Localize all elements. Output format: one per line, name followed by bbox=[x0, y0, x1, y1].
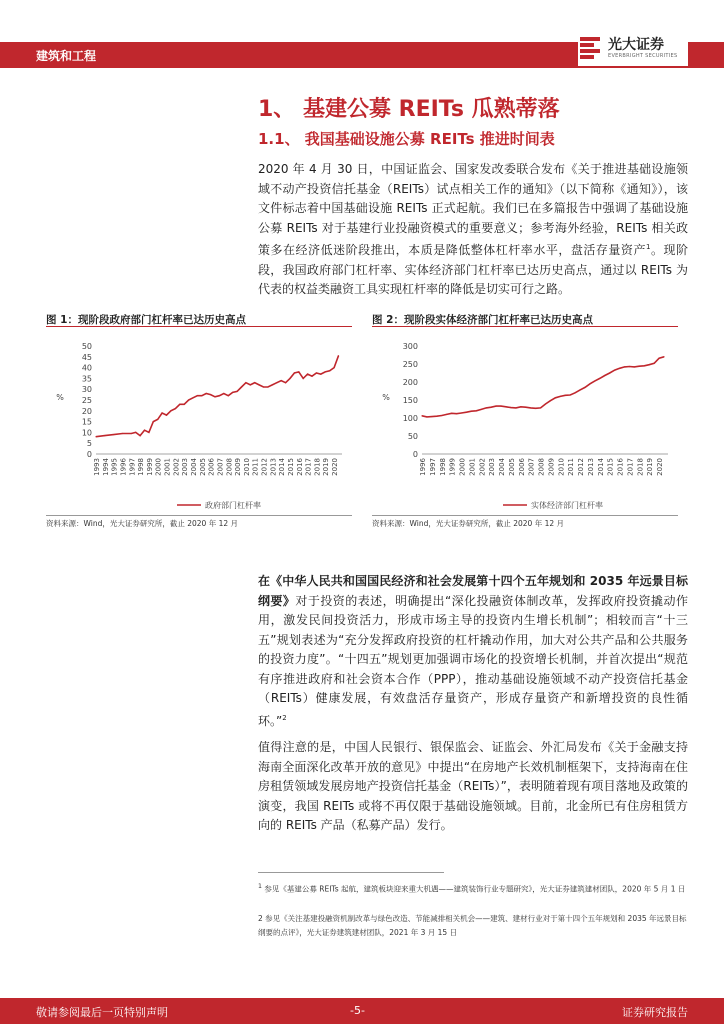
data-point bbox=[550, 400, 551, 401]
x-tick-label: 2001 bbox=[468, 458, 477, 476]
data-point bbox=[148, 432, 149, 433]
data-point bbox=[316, 372, 317, 373]
y-tick-label: 15 bbox=[81, 417, 92, 427]
x-tick-label: 2006 bbox=[207, 458, 216, 476]
x-tick-label: 2012 bbox=[260, 458, 269, 476]
section-heading: 1、 基建公募 REITs 瓜熟蒂落 bbox=[258, 97, 560, 122]
figure-1-rule bbox=[46, 326, 352, 327]
x-tick-label: 1996 bbox=[419, 458, 427, 476]
data-point bbox=[113, 434, 114, 435]
x-tick-label: 2013 bbox=[269, 458, 278, 476]
data-point bbox=[197, 395, 198, 396]
x-tick-label: 2020 bbox=[656, 458, 665, 476]
data-point bbox=[184, 404, 185, 405]
x-tick-label: 2015 bbox=[606, 458, 615, 476]
x-tick-label: 2000 bbox=[458, 458, 467, 476]
paragraph-2 bbox=[258, 572, 688, 731]
data-point bbox=[219, 395, 220, 396]
data-point bbox=[456, 413, 457, 414]
data-point bbox=[624, 366, 625, 367]
figure-2-source: 资料来源：Wind，光大证券研究所，截止 2020 年 12 月 bbox=[372, 519, 565, 528]
data-point bbox=[139, 435, 140, 436]
x-tick-label: 2012 bbox=[577, 458, 586, 476]
x-tick-label: 2020 bbox=[331, 458, 340, 476]
x-tick-label: 2005 bbox=[507, 458, 516, 476]
data-point bbox=[311, 376, 312, 377]
paragraph-1-body: 2020 年 4 月 30 日，中国证监会、国家发改委联合发布《关于推进基础设施领域不动产投资信托基金（REITs）试点相关工作的通知》（以下简称《通知》），该文件标志着中国基础设施 REITs 正式起航。我们已在多篇报告中强调了基础设施公募 REITs 对于基建行业投融资模式的重要意义；参考海外经验，REITs 相关政策多在经济低迷阶段推出，本质是降低整体杠杆率水平，盘活存量资产 bbox=[258, 162, 688, 257]
data-point bbox=[476, 410, 477, 411]
data-point bbox=[320, 373, 321, 374]
data-point bbox=[570, 394, 571, 395]
footnote-ref-2[interactable]: 2 bbox=[282, 713, 287, 722]
paragraph-3: 值得注意的是，中国人民银行、银保监会、证监会、外汇局发布《关于金融支持海南全面深化改革开放的意见》中提出“在房地产长效机制框架下，支持海南在住房租赁领域发展房地产投资信托基金（REITs）”，表明随着现有项目落地及政策的演变，我国 REITs 或将不再仅限于基础设施领域。目前，北金所已有住房租赁方向的 REITs 产品（私募产品）发行。 bbox=[258, 740, 688, 832]
data-point bbox=[267, 386, 268, 387]
x-tick-label: 1997 bbox=[128, 458, 137, 476]
x-tick-label: 2011 bbox=[567, 458, 576, 476]
footnote-2-text: 参见《关注基建投融资机制改革与绿色改造、节能减排相关机会——建筑、建材行业对于第十四个五年规划和 2035 年远景目标纲要的点评》，光大证券建筑建材团队，2021 年 3 月 15 日 bbox=[258, 914, 687, 937]
x-tick-label: 1993 bbox=[93, 458, 101, 476]
x-tick-label: 2010 bbox=[557, 458, 566, 476]
x-tick-label: 2010 bbox=[242, 458, 251, 476]
y-tick-label: 50 bbox=[407, 432, 418, 441]
data-point bbox=[95, 436, 96, 437]
figure-1-source: 资料来源：Wind，光大证券研究所，截止 2020 年 12 月 bbox=[46, 519, 239, 528]
footnote-1-text: 参见《基建公募 REITs 起航，建筑板块迎来重大机遇——建筑装饰行业专题研究》，光大证券建筑建材团队，2020 年 5 月 1 日 bbox=[264, 884, 686, 894]
data-point bbox=[540, 407, 541, 408]
data-point bbox=[451, 413, 452, 414]
data-point bbox=[491, 407, 492, 408]
y-tick-label: 35 bbox=[81, 374, 92, 384]
paragraph-2-bold: 在《中华人民共和国国民经济和社会发展第十四个五年规划和 2035 年远景目标纲要》 bbox=[258, 574, 688, 608]
data-point bbox=[545, 403, 546, 404]
data-point bbox=[629, 366, 630, 367]
data-point bbox=[162, 412, 163, 413]
footnote-rule bbox=[258, 872, 444, 873]
y-tick-label: 150 bbox=[402, 396, 418, 405]
x-tick-label: 2003 bbox=[181, 458, 190, 476]
footnote-ref-1[interactable]: 1 bbox=[645, 243, 651, 251]
data-point bbox=[276, 382, 277, 383]
data-point bbox=[281, 380, 282, 381]
data-point bbox=[535, 408, 536, 409]
data-point bbox=[604, 375, 605, 376]
figure-1-title: 图 1：现阶段政府部门杠杆率已达历史高点 bbox=[46, 314, 246, 326]
data-point bbox=[259, 384, 260, 385]
y-tick-label: 45 bbox=[81, 352, 92, 362]
footer-bar bbox=[0, 998, 724, 1024]
y-axis-label: % bbox=[382, 393, 390, 402]
data-point bbox=[481, 409, 482, 410]
logo-en-text: EVERBRIGHT SECURITIES bbox=[608, 53, 678, 59]
x-tick-label: 2019 bbox=[646, 458, 655, 476]
data-point bbox=[649, 364, 650, 365]
data-point bbox=[663, 356, 664, 357]
figure-1-chart bbox=[46, 332, 352, 514]
data-point bbox=[431, 416, 432, 417]
data-point bbox=[659, 358, 660, 359]
data-point bbox=[338, 355, 339, 356]
data-point bbox=[639, 366, 640, 367]
logo-cn-text: 光大证券 bbox=[608, 37, 664, 53]
footnote-2-number: 2 bbox=[258, 914, 263, 923]
data-point bbox=[206, 393, 207, 394]
x-tick-label: 2019 bbox=[322, 458, 331, 476]
data-point bbox=[236, 391, 237, 392]
data-point bbox=[515, 407, 516, 408]
legend-label: 实体经济部门杠杆率 bbox=[531, 501, 603, 510]
data-point bbox=[285, 382, 286, 383]
x-tick-label: 2001 bbox=[163, 458, 172, 476]
x-tick-label: 2006 bbox=[517, 458, 526, 476]
x-tick-label: 2007 bbox=[216, 458, 225, 476]
data-point bbox=[254, 382, 255, 383]
data-point bbox=[565, 395, 566, 396]
x-tick-label: 2002 bbox=[172, 458, 181, 476]
footer-report-type: 证券研究报告 bbox=[622, 1006, 688, 1019]
data-point bbox=[214, 396, 215, 397]
data-point bbox=[579, 389, 580, 390]
data-point bbox=[510, 407, 511, 408]
data-point bbox=[179, 404, 180, 405]
data-point bbox=[461, 412, 462, 413]
x-tick-label: 1994 bbox=[101, 458, 110, 476]
y-tick-label: 20 bbox=[81, 406, 92, 416]
logo-mark-icon bbox=[578, 35, 602, 61]
x-tick-label: 2005 bbox=[198, 458, 207, 476]
paragraph-1-tail: 。现阶段，我国政府部门杠杆率、实体经济部门杠杆率已达历史高点，通过以 REITs 为代表的权益类融资工具实现杠杆率的降低是切实可行之路。 bbox=[258, 243, 688, 296]
x-tick-label: 2009 bbox=[234, 458, 243, 476]
data-point bbox=[594, 380, 595, 381]
data-point bbox=[307, 373, 308, 374]
legend-label: 政府部门杠杆率 bbox=[205, 501, 261, 510]
x-tick-label: 2000 bbox=[154, 458, 163, 476]
x-tick-label: 2008 bbox=[537, 458, 546, 476]
series-line bbox=[96, 356, 339, 437]
x-tick-label: 2017 bbox=[304, 458, 313, 476]
data-point bbox=[131, 433, 132, 434]
data-point bbox=[192, 397, 193, 398]
data-point bbox=[555, 397, 556, 398]
y-tick-label: 50 bbox=[81, 342, 92, 351]
data-point bbox=[634, 366, 635, 367]
y-tick-label: 300 bbox=[402, 342, 418, 351]
figure-2-rule bbox=[372, 326, 678, 327]
figure-1-bottom-rule bbox=[46, 515, 352, 516]
x-tick-label: 2011 bbox=[251, 458, 260, 476]
y-tick-label: 10 bbox=[81, 428, 92, 438]
data-point bbox=[436, 416, 437, 417]
data-point bbox=[471, 411, 472, 412]
section-label: 建筑和工程 bbox=[36, 49, 97, 63]
x-tick-label: 2009 bbox=[547, 458, 556, 476]
data-point bbox=[272, 384, 273, 385]
data-point bbox=[329, 370, 330, 371]
data-point bbox=[589, 383, 590, 384]
x-tick-label: 2014 bbox=[596, 458, 605, 476]
x-tick-label: 1999 bbox=[145, 458, 154, 476]
data-point bbox=[232, 392, 233, 393]
data-point bbox=[441, 415, 442, 416]
data-point bbox=[560, 396, 561, 397]
x-tick-label: 2004 bbox=[498, 458, 507, 476]
data-point bbox=[495, 406, 496, 407]
subsection-heading: 1.1、 我国基础设施公募 REITs 推进时间表 bbox=[258, 130, 555, 148]
data-point bbox=[153, 421, 154, 422]
x-tick-label: 2007 bbox=[527, 458, 536, 476]
data-point bbox=[263, 386, 264, 387]
data-point bbox=[210, 394, 211, 395]
page-number: -5- bbox=[350, 1004, 365, 1017]
y-tick-label: 30 bbox=[81, 385, 92, 395]
footer-disclaimer[interactable]: 敬请参阅最后一页特别声明 bbox=[36, 1006, 168, 1019]
data-point bbox=[525, 407, 526, 408]
data-point bbox=[135, 432, 136, 433]
data-point bbox=[144, 430, 145, 431]
data-point bbox=[298, 371, 299, 372]
x-tick-label: 2003 bbox=[488, 458, 497, 476]
data-point bbox=[175, 408, 176, 409]
x-tick-label: 2017 bbox=[626, 458, 635, 476]
data-point bbox=[104, 435, 105, 436]
y-tick-label: 0 bbox=[412, 450, 418, 459]
data-point bbox=[421, 415, 422, 416]
y-tick-label: 25 bbox=[81, 396, 92, 405]
x-tick-label: 1997 bbox=[428, 458, 437, 476]
x-tick-label: 2013 bbox=[586, 458, 595, 476]
x-tick-label: 2016 bbox=[616, 458, 625, 476]
x-tick-label: 2018 bbox=[313, 458, 322, 476]
footnote-1 bbox=[258, 880, 688, 897]
x-tick-label: 1996 bbox=[119, 458, 128, 476]
data-point bbox=[520, 406, 521, 407]
data-point bbox=[325, 371, 326, 372]
data-point bbox=[228, 395, 229, 396]
data-point bbox=[294, 372, 295, 373]
x-tick-label: 2018 bbox=[636, 458, 645, 476]
data-point bbox=[426, 416, 427, 417]
data-point bbox=[654, 363, 655, 364]
data-point bbox=[446, 414, 447, 415]
figure-2-chart bbox=[372, 332, 678, 514]
company-logo bbox=[578, 30, 688, 66]
x-tick-label: 2008 bbox=[225, 458, 234, 476]
data-point bbox=[201, 395, 202, 396]
data-point bbox=[619, 368, 620, 369]
data-point bbox=[575, 392, 576, 393]
paragraph-2-body: 对于投资的表述，明确提出“深化投融资体制改革，发挥政府投资撬动作用，激发民间投资活力，形成市场主导的投资内生增长机制”；相较而言“十三五”规划表述为“充分发挥政府投资的杠杆撬动作用，加大对公共产品和公共服务的投资力度”。“十四五”规划更加强调市场化的投资增长机制，并首次提出“规范有序推进政府和社会资本合作（PPP），推动基础设施领域不动产投资信托基金（REITs）健康发展，有效盘活存量资产，形成存量资产和新增投资的良性循环。” bbox=[258, 593, 688, 728]
data-point bbox=[644, 365, 645, 366]
data-point bbox=[599, 378, 600, 379]
figure-2-bottom-rule bbox=[372, 515, 678, 516]
y-tick-label: 250 bbox=[402, 360, 418, 369]
x-tick-label: 2004 bbox=[189, 458, 198, 476]
data-point bbox=[505, 406, 506, 407]
data-point bbox=[188, 399, 189, 400]
x-tick-label: 1999 bbox=[448, 458, 457, 476]
data-point bbox=[289, 378, 290, 379]
y-tick-label: 5 bbox=[86, 439, 92, 449]
data-point bbox=[170, 410, 171, 411]
data-point bbox=[223, 393, 224, 394]
y-tick-label: 0 bbox=[86, 450, 92, 459]
data-point bbox=[166, 415, 167, 416]
x-tick-label: 1995 bbox=[110, 458, 119, 476]
data-point bbox=[530, 407, 531, 408]
series-line bbox=[422, 357, 664, 417]
data-point bbox=[614, 370, 615, 371]
x-tick-label: 2002 bbox=[478, 458, 487, 476]
data-point bbox=[157, 419, 158, 420]
footnote-2 bbox=[258, 912, 688, 940]
data-point bbox=[609, 372, 610, 373]
y-tick-label: 100 bbox=[402, 414, 418, 423]
data-point bbox=[466, 412, 467, 413]
data-point bbox=[241, 386, 242, 387]
data-point bbox=[250, 384, 251, 385]
data-point bbox=[303, 378, 304, 379]
x-tick-label: 1998 bbox=[438, 458, 447, 476]
data-point bbox=[500, 406, 501, 407]
footnote-1-number: 1 bbox=[258, 883, 262, 890]
data-point bbox=[245, 382, 246, 383]
x-tick-label: 1998 bbox=[137, 458, 146, 476]
paragraph-1 bbox=[258, 160, 688, 300]
data-point bbox=[486, 407, 487, 408]
x-tick-label: 2014 bbox=[278, 458, 287, 476]
data-point bbox=[584, 387, 585, 388]
x-tick-label: 2016 bbox=[295, 458, 304, 476]
y-axis-label: % bbox=[56, 393, 64, 402]
y-tick-label: 40 bbox=[81, 363, 92, 373]
x-tick-label: 2015 bbox=[286, 458, 295, 476]
figure-2-title: 图 2：现阶段实体经济部门杠杆率已达历史高点 bbox=[372, 314, 593, 326]
data-point bbox=[333, 367, 334, 368]
data-point bbox=[122, 433, 123, 434]
y-tick-label: 200 bbox=[402, 378, 418, 387]
